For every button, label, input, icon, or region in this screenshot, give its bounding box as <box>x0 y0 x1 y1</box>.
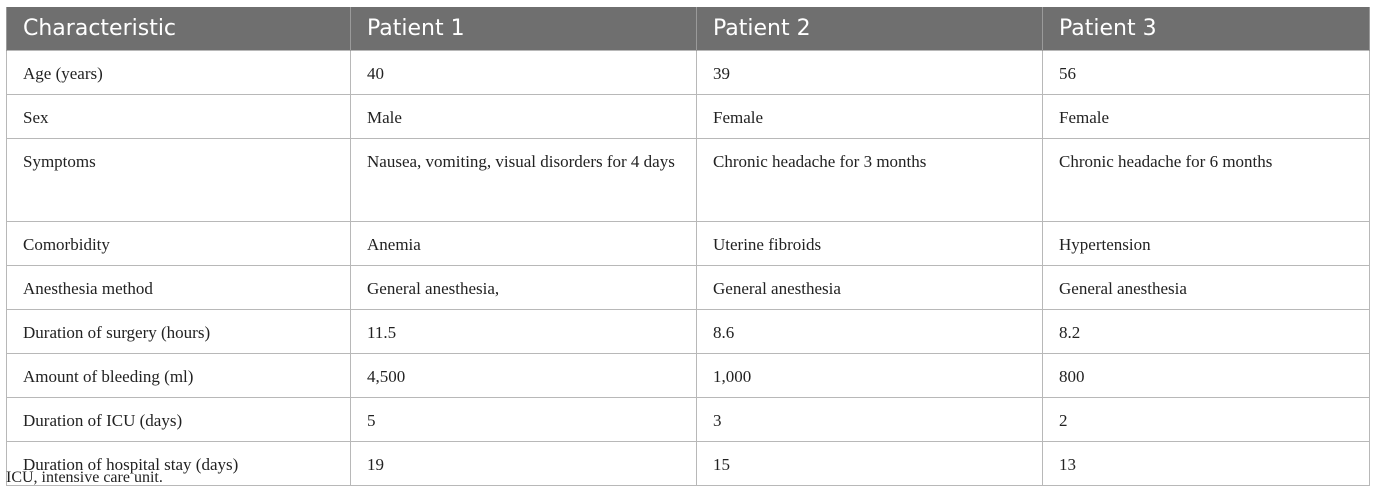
header-patient-1: Patient 1 <box>351 7 697 51</box>
header-patient-2: Patient 2 <box>697 7 1043 51</box>
patient-characteristics-table <box>6 7 1370 486</box>
row-label: Age (years) <box>7 51 351 95</box>
table-cell: General anesthesia <box>1043 266 1370 310</box>
table-cell: 4,500 <box>351 354 697 398</box>
table-row <box>7 222 1370 266</box>
table-cell: 11.5 <box>351 310 697 354</box>
table-cell: Chronic headache for 3 months <box>697 139 1043 222</box>
table-cell: Uterine fibroids <box>697 222 1043 266</box>
table-row <box>7 139 1370 222</box>
table-cell: 1,000 <box>697 354 1043 398</box>
table-cell: 13 <box>1043 442 1370 486</box>
row-label: Comorbidity <box>7 222 351 266</box>
patient-characteristics-table-container <box>6 7 1369 486</box>
table-cell: Male <box>351 95 697 139</box>
table-body <box>7 51 1370 486</box>
table-cell: Female <box>697 95 1043 139</box>
table-row <box>7 266 1370 310</box>
row-label: Amount of bleeding (ml) <box>7 354 351 398</box>
table-cell: Chronic headache for 6 months <box>1043 139 1370 222</box>
table-cell: Nausea, vomiting, visual disorders for 4 days <box>351 139 697 222</box>
row-label: Duration of hospital stay (days) <box>7 442 351 486</box>
table-cell: 39 <box>697 51 1043 95</box>
table-cell: 8.6 <box>697 310 1043 354</box>
table-cell: Anemia <box>351 222 697 266</box>
table-header <box>7 7 1370 51</box>
row-label: Duration of ICU (days) <box>7 398 351 442</box>
table-cell: Hypertension <box>1043 222 1370 266</box>
table-cell: 19 <box>351 442 697 486</box>
table-row <box>7 310 1370 354</box>
table-cell: Female <box>1043 95 1370 139</box>
table-cell: General anesthesia <box>697 266 1043 310</box>
table-row <box>7 442 1370 486</box>
row-label: Anesthesia method <box>7 266 351 310</box>
table-footnote: ICU, intensive care unit. <box>6 469 163 486</box>
table-row <box>7 354 1370 398</box>
header-patient-3: Patient 3 <box>1043 7 1370 51</box>
table-row <box>7 95 1370 139</box>
table-cell: 15 <box>697 442 1043 486</box>
row-label: Symptoms <box>7 139 351 222</box>
header-characteristic: Characteristic <box>7 7 351 51</box>
table-cell: 2 <box>1043 398 1370 442</box>
table-cell: 5 <box>351 398 697 442</box>
table-cell: 8.2 <box>1043 310 1370 354</box>
row-label: Sex <box>7 95 351 139</box>
table-cell: 800 <box>1043 354 1370 398</box>
table-cell: 40 <box>351 51 697 95</box>
table-cell: General anesthesia, <box>351 266 697 310</box>
header-row <box>7 7 1370 51</box>
table-cell: 3 <box>697 398 1043 442</box>
table-row <box>7 51 1370 95</box>
table-cell: 56 <box>1043 51 1370 95</box>
table-row <box>7 398 1370 442</box>
row-label: Duration of surgery (hours) <box>7 310 351 354</box>
